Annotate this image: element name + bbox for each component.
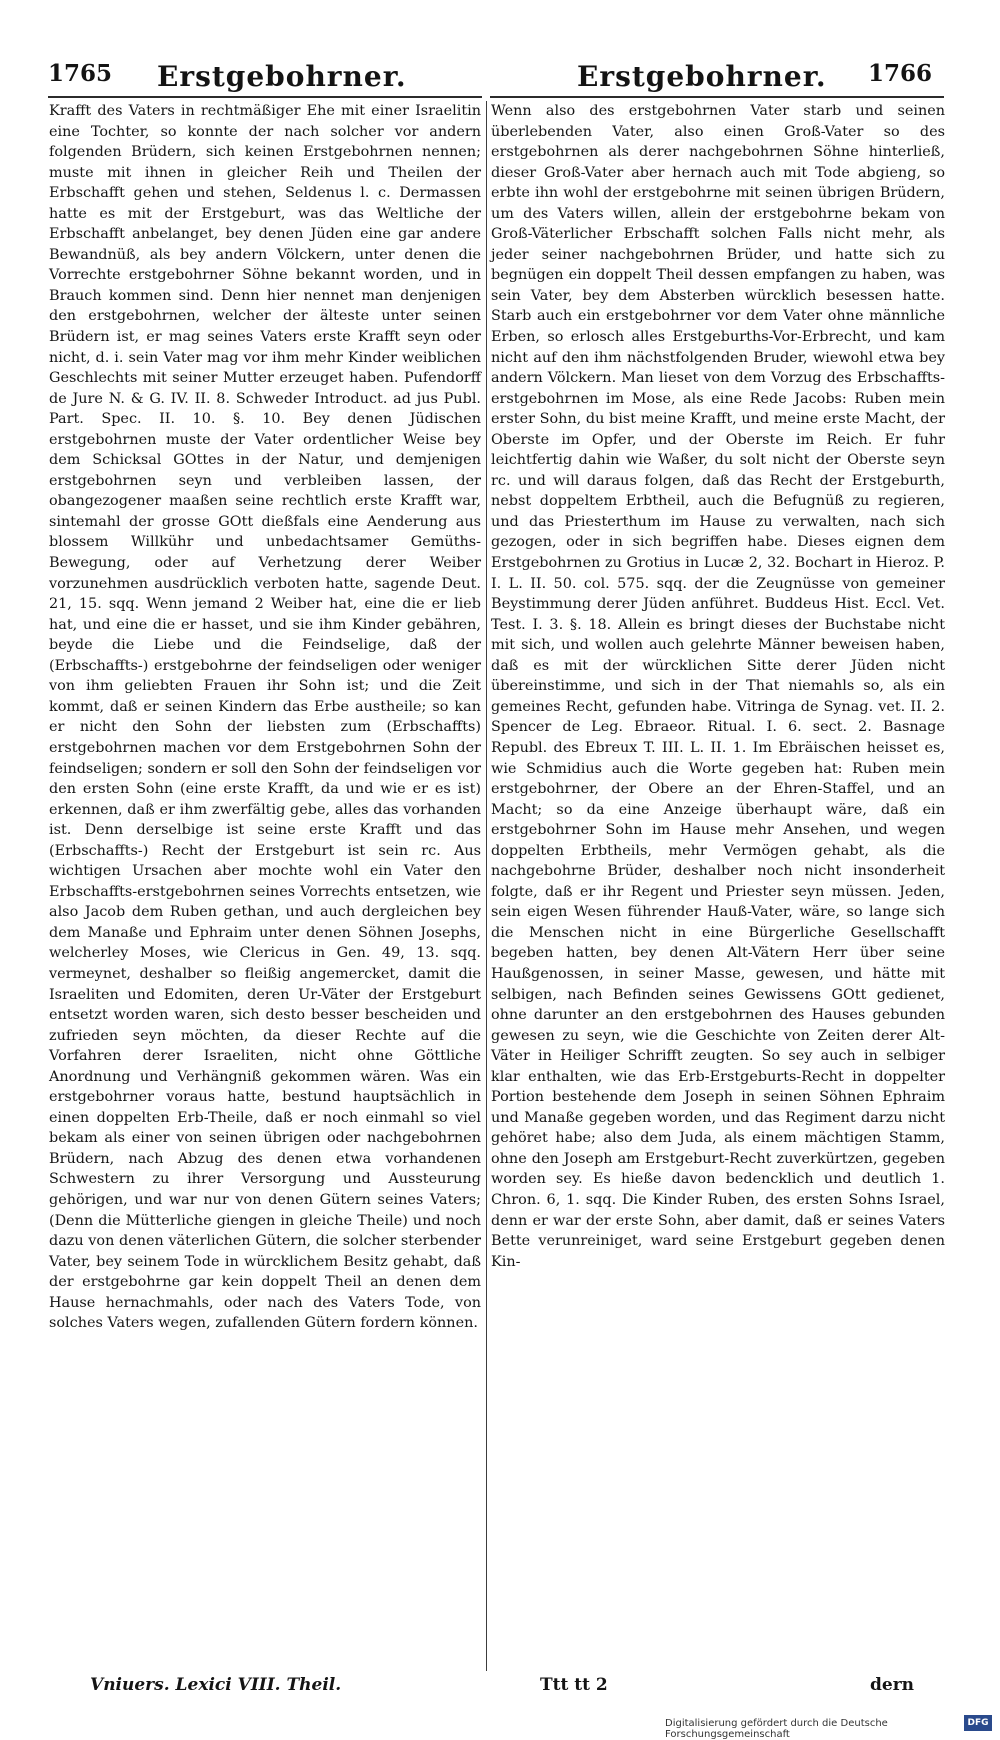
header-rule-left	[48, 96, 482, 98]
running-title-right: Erstgebohrner.	[577, 60, 827, 93]
header-rule-right	[490, 96, 944, 98]
running-title-left: Erstgebohrner.	[157, 60, 407, 93]
footer-signature: Ttt tt 2	[540, 1675, 608, 1695]
text-column-left: Krafft des Vaters in rechtmäßiger Ehe mit einer Israelitin eine Tochter, so konnte der nach solcher vor andern folgenden Brüdern, sich keinen Erstgebohrnen nennen; muste mit ihnen in gleicher Reih und Theilen der Erbschafft gehen und stehen, Seldenus l. c. Dermassen hatte es mit der Erstgeburt, was das Weltliche der Erbschafft anbelanget, bey denen Jüden eine gar andere Bewandnüß, als bey andern Völckern, unter denen die Vorrechte erstgebohrner Söhne bekannt worden, und in Brauch kommen sind. Denn hier nennet man denjenigen den erstgebohrnen, welcher der älteste unter seinen Brüdern ist, er mag seines Vaters erste Krafft seyn oder nicht, d. i. sein Vater mag vor ihm mehr Kinder weiblichen Geschlechts mit seiner Mutter erzeuget haben. Pufendorff de Jure N. & G. IV. II. 8. Schweder Introduct. ad jus Publ. Part. Spec. II. 10. §. 10. Bey denen Jüdischen erstgebohrnen muste der Vater ordentlicher Weise bey dem Schicksal GOttes in der Natur, und demjenigen erstgebohrnen seyn und verbleiben lassen, der obangezogener maaßen seine rechtlich erste Krafft war, sintemahl der grosse GOtt dießfals eine Aenderung aus blossem Willkühr und unbedachtsamer Gemüths-Bewegung, oder auf Verhetzung derer Weiber vorzunehmen ausdrücklich verboten hatte, sagende Deut. 21, 15. sqq. Wenn jemand 2 Weiber hat, eine die er lieb hat, und eine die er hasset, und sie ihm Kinder gebähren, beyde die Liebe und die Feindselige, daß der (Erbschaffts-) erstgebohrne der feindseligen oder weniger von ihm geliebten Frauen ihr Sohn ist; und die Zeit kommt, daß er seinen Kindern das Erbe austheile; so kan er nicht den Sohn der liebsten zum (Erbschaffts) erstgebohrnen machen vor dem Erstgebohrnen Sohn der feindseligen; sondern er soll den Sohn der feindseligen vor den ersten Sohn (eine erste Krafft, da und wie er es ist) erkennen, daß er ihm zwerfältig gebe, alles das vorhanden ist. Denn derselbige ist seine erste Krafft und das (Erbschaffts-) Recht der Erstgeburt ist sein rc. Aus wichtigen Ursachen aber mochte wohl ein Vater den Erbschaffts-erstgebohrnen seines Vorrechts entsetzen, wie also Jacob dem Ruben gethan, und auch dergleichen bey dem Manaße und Ephraim unter denen Söhnen Josephs, welcherley Moses, wie Clericus in Gen. 49, 13. sqq. vermeynet, deshalber so fleißig angemercket, damit die Israeliten und Edomiten, deren Ur-Väter der Erstgeburt entsetzt worden waren, sich desto besser bescheiden und zufrieden seyn möchten, da dieser Rechte auf die Vorfahren derer Israeliten, nicht ohne Göttliche Anordnung und Verhängniß gekommen wären. Was ein erstgebohrner voraus hatte, bestund hauptsächlich in einen doppelten Erb-Theile, daß er noch einmahl so viel bekam als einer von seinen übrigen oder nachgebohrnen Brüdern, nach Abzug des denen etwa vorhandenen Schwestern zu ihrer Versorgung und Aussteurung gehörigen, und war nur von denen Gütern seines Vaters; (Denn die Mütterliche giengen in gleiche Theile) und noch dazu von denen väterlichen Gütern, die solcher sterbender Vater, bey seinem Tode in würcklichem Besitz gehabt, daß der erstgebohrne gar kein doppelt Theil an denen dem Hause hernachmahls, oder nach des Vaters Tode, von solches Vaters wegen, zufallenden Gütern fordern können.	[49, 103, 481, 1332]
digitization-credit: Digitalisierung gefördert durch die Deutsche Forschungsgemeinschaft	[665, 1718, 888, 1740]
column-divider	[486, 101, 487, 1671]
page-number-right: 1766	[868, 60, 933, 87]
footer-volume: Vniuers. Lexici VIII. Theil.	[90, 1675, 342, 1695]
page-number-left: 1765	[48, 60, 113, 87]
text-column-right: Wenn also des erstgebohrnen Vater starb und seinen überlebenden Vater, also einen Groß-Vater so des erstgebohrnen als derer nachgebohrnen Söhne hinterließ, dieser Groß-Vater aber hernach auch mit Tode abgieng, so erbte ihn wohl der erstgebohrne mit seinen übrigen Brüdern, um des Vaters willen, allein der erstgebohrne bekam von Groß-Väterlicher Erbschafft solchen Falls nicht mehr, als jeder seiner nachgebohrnen Brüder, und hatte sich zu begnügen ein doppelt Theil dessen empfangen zu haben, was sein Vater, bey dem Absterben würcklich besessen hatte. Starb auch ein erstgebohrner vor dem Vater ohne männliche Erben, so erlosch alles Erstgeburths-Vor-Erbrecht, und kam nicht auf den ihm nächstfolgenden Bruder, wiewohl etwa bey andern Völckern. Man lieset von dem Vorzug des Erbschaffts-erstgebohrnen im Mose, als eine Rede Jacobs: Ruben mein erster Sohn, du bist meine Krafft, und meine erste Macht, der Oberste im Opfer, und der Oberste im Reich. Er fuhr leichtfertig dahin wie Waßer, du solt nicht der Oberste seyn rc. und will daraus folgen, daß das Recht der Erstgeburth, nebst doppeltem Erbtheil, auch die Befugnüß zu regieren, und das Priesterthum im Hause zu verwalten, nach sich gezogen, oder in sich begriffen habe. Dieses eignen dem Erstgebohrnen zu Grotius in Lucæ 2, 32. Bochart in Hieroz. P. I. L. II. 50. col. 575. sqq. der die Zeugnüsse von gemeiner Beystimmung derer Jüden anführet. Buddeus Hist. Eccl. Vet. Test. I. 3. §. 18. Allein es bringt dieses der Buchstabe nicht mit sich, und wollen auch gelehrte Männer beweisen haben, daß es mit der würcklichen Sitte derer Jüden nicht übereinstimme, und sich in der That niemahls so, als ein gemeines Recht, gefunden habe. Vitringa de Synag. vet. II. 2. Spencer de Leg. Ebraeor. Ritual. I. 6. sect. 2. Basnage Republ. des Ebreux T. III. L. II. 1. Im Ebräischen heisset es, wie Schmidius auch die Worte gegeben hat: Ruben mein erstgebohrner, der Obere an der Ehren-Staffel, und an Macht; so da eine Anzeige überhaupt wäre, daß ein erstgebohrner Sohn im Hause mehr Ansehen, und wegen doppelten Erbtheils, mehr Vermögen gehabt, als die nachgebohrne Brüder, deshalber noch nicht insonderheit folgte, daß er ihr Regent und Priester seyn müssen. Jeden, sein eigen Wesen führender Hauß-Vater, wäre, so lange sich die Menschen nicht in eine Bürgerliche Gesellschafft begeben hatten, bey denen Alt-Vätern Herr über seine Haußgenossen, in seiner Masse, gewesen, und hätte mit selbigen, nach Befinden seines Gewissens GOtt gedienet, ohne darunter an den erstgebohrnen des Hauses gebunden gewesen zu seyn, wie die Geschichte von Zeiten derer Alt-Väter in Heiliger Schrifft zeugten. So sey auch in selbiger klar enthalten, wie das Erb-Erstgeburts-Recht in doppelter Portion bestehende dem Joseph in seinen Söhnen Ephraim und Manaße gegeben worden, und das Regiment darzu nicht gehöret habe; also dem Juda, als einem mächtigen Stamm, ohne den Joseph am Erstgeburt-Recht zuverkürtzen, gegeben worden sey. Es hieße davon bedencklich und deutlich 1. Chron. 6, 1. sqq. Die Kinder Ruben, des ersten Sohns Israel, denn er war der erste Sohn, aber damit, daß er seines Vaters Bette verunreiniget, ward seine Erstgeburt gegeben denen Kin-	[491, 103, 945, 1270]
dfg-logo-icon: DFG	[964, 1715, 992, 1731]
footer-catchword: dern	[870, 1675, 915, 1695]
